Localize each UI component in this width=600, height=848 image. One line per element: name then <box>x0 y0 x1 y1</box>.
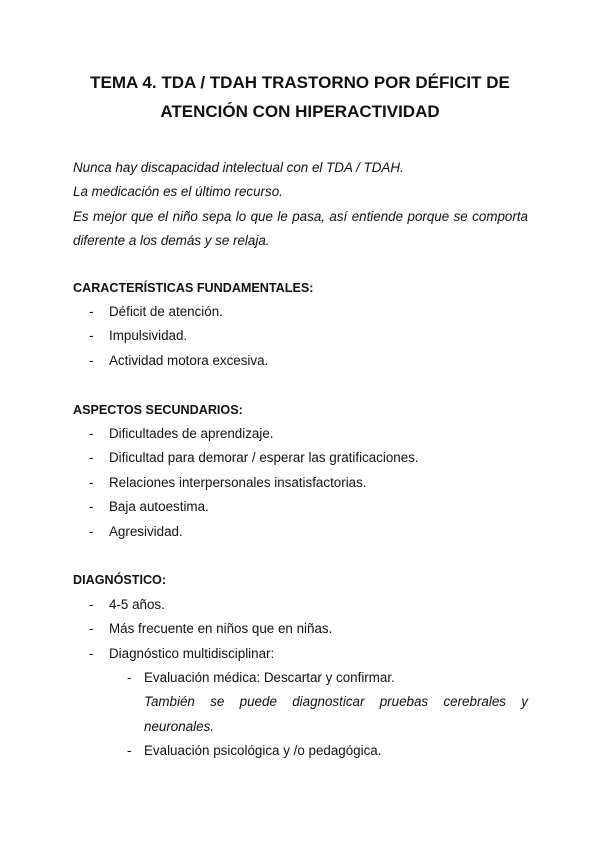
dash-bullet: - <box>89 352 94 368</box>
list-item-text: Más frecuente en niños que en niñas. <box>109 621 333 637</box>
dash-bullet: - <box>127 743 132 759</box>
dash-bullet: - <box>89 621 94 637</box>
intro-line: La medicación es el último recurso. <box>73 184 283 200</box>
list-item <box>73 446 528 470</box>
sub-list-item <box>127 739 528 763</box>
list-item-text: Relaciones interpersonales insatisfactorias. <box>109 474 367 490</box>
list-item <box>73 593 528 617</box>
dash-bullet: - <box>89 328 94 344</box>
sub-list-item-text: Evaluación psicológica y /o pedagógica. <box>144 743 382 759</box>
diagnostico-list <box>73 593 528 666</box>
secundarios-list <box>73 422 528 544</box>
dash-bullet: - <box>89 523 94 539</box>
dash-bullet: - <box>89 450 94 466</box>
list-item-text: Dificultad para demorar / esperar las gratificaciones. <box>109 450 419 466</box>
list-item-text: 4-5 años. <box>109 597 165 612</box>
list-item-text: Dificultades de aprendizaje. <box>109 426 274 441</box>
list-item <box>73 617 528 641</box>
list-item <box>73 422 528 446</box>
intro-line: Nunca hay discapacidad intelectual con el TDA / TDAH. <box>73 160 404 175</box>
list-item-text: Déficit de atención. <box>109 304 223 319</box>
list-item <box>73 324 528 348</box>
list-item-text: Impulsividad. <box>109 328 188 344</box>
dash-bullet: - <box>89 304 94 319</box>
caracteristicas-list <box>73 300 528 373</box>
list-item-text: Actividad motora excesiva. <box>109 352 269 368</box>
list-item <box>73 471 528 495</box>
dash-bullet: - <box>89 499 94 515</box>
list-item <box>73 300 528 324</box>
sub-list-item <box>127 666 528 739</box>
list-item-text: Diagnóstico multidisciplinar: <box>109 645 275 661</box>
list-item-text: Agresividad. <box>109 523 183 539</box>
list-item <box>73 642 528 666</box>
diagnostico-sublist <box>127 666 528 764</box>
list-item <box>73 520 528 544</box>
dash-bullet: - <box>89 645 94 661</box>
page-title: TEMA 4. TDA / TDAH TRASTORNO POR DÉFICIT DE ATENCIÓN CON HIPERACTIVIDAD <box>90 73 510 121</box>
list-item <box>73 349 528 373</box>
sub-list-item-text: Evaluación médica: Descartar y confirmar. <box>144 670 395 685</box>
dash-bullet: - <box>127 670 132 685</box>
intro-block <box>73 156 528 254</box>
list-item <box>73 495 528 519</box>
section-heading-caracteristicas: CARACTERÍSTICAS FUNDAMENTALES: <box>73 281 314 295</box>
list-item-text: Baja autoestima. <box>109 499 209 515</box>
dash-bullet: - <box>89 474 94 490</box>
section-heading-secundarios: ASPECTOS SECUNDARIOS: <box>73 403 243 417</box>
sub-list-item-note: También se puede diagnosticar pruebas cerebrales y neuronales. <box>144 694 528 734</box>
dash-bullet: - <box>89 597 94 612</box>
dash-bullet: - <box>89 426 94 441</box>
section-heading-diagnostico: DIAGNÓSTICO: <box>73 573 167 587</box>
intro-line: Es mejor que el niño sepa lo que le pasa, así entiende porque se comporta diferente a los demás y se relaja. <box>73 208 528 249</box>
